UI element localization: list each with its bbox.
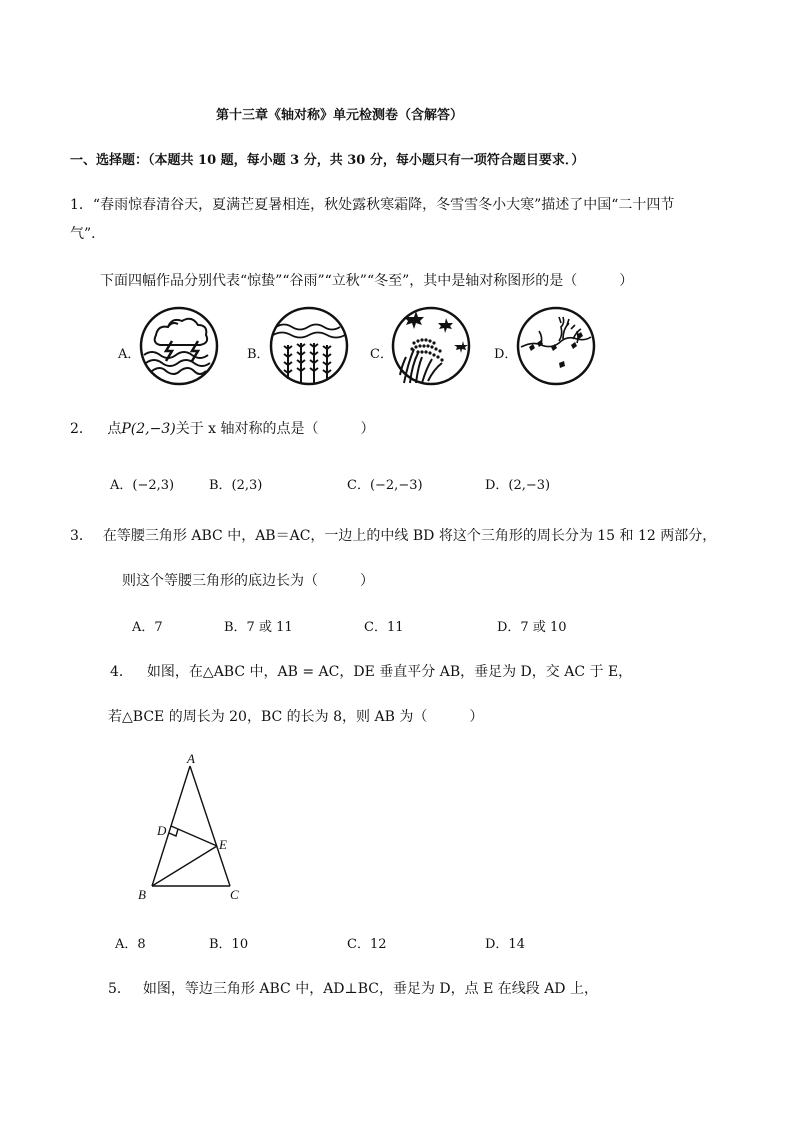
q2-suffix: 关于 x 轴对称的点是（ ） — [175, 421, 375, 437]
q1-option-d-image — [515, 305, 597, 387]
q4-line1 — [110, 661, 632, 681]
q1-line1 — [70, 194, 674, 214]
q2-point: P(2,−3) — [121, 421, 176, 437]
q5-number: 5． — [108, 981, 131, 997]
label-e: E — [219, 837, 227, 852]
q3-option-d: D．7 或 10 — [497, 620, 567, 635]
q3-option-b: B．7 或 11 — [224, 620, 293, 635]
q1-option-a-label: A． — [118, 347, 141, 362]
q3-line2: 则这个等腰三角形的底边长为（ ） — [122, 573, 374, 589]
q2-option-a: A．(−2,3) — [110, 478, 175, 493]
q1-option-c-image — [390, 305, 472, 387]
q1-option-c-label: C． — [370, 347, 393, 362]
q4-option-c: C．12 — [347, 937, 387, 952]
q1-option-b-label: B． — [247, 347, 270, 362]
q1-option-b-image — [268, 305, 350, 387]
q4-option-d: D．14 — [485, 937, 525, 952]
q1-option-a-image — [138, 305, 220, 387]
label-b: B — [138, 887, 146, 902]
q4-line2: 若△BCE 的周长为 20，BC 的长为 8，则 AB 为（ ） — [108, 709, 484, 725]
segment-ac — [190, 766, 230, 886]
q3-line1 — [70, 525, 716, 545]
label-d: D — [157, 823, 167, 838]
q1-text1: “春雨惊春清谷天，夏满芒夏暑相连，秋处露秋寒霜降，冬雪雪冬小大寒”描述了中国“二十四节 — [92, 197, 675, 213]
q4-text1: 如图，在△ABC 中，AB = AC，DE 垂直平分 AB，垂足为 D，交 AC 于 E， — [146, 664, 633, 680]
q4-triangle-figure — [130, 750, 260, 910]
q4-option-b: B．10 — [209, 937, 249, 952]
q2-option-c: C．(−2,−3) — [347, 478, 423, 493]
q4-option-a: A．8 — [115, 937, 146, 952]
label-a: A — [187, 751, 195, 766]
page-title: 第十三章《轴对称》单元检测卷（含解答） — [216, 108, 464, 123]
q1-line3: 下面四幅作品分别代表“惊蛰”“谷雨”“立秋”“冬至”，其中是轴对称图形的是（ ） — [100, 273, 634, 289]
q2-stem — [70, 418, 375, 438]
q1-option-d-label: D． — [494, 347, 518, 362]
q3-option-a: A．7 — [132, 620, 163, 635]
q3-number: 3． — [70, 528, 93, 544]
q1-number: 1． — [70, 197, 93, 213]
q5-text1: 如图，等边三角形 ABC 中，AD⊥BC，垂足为 D，点 E 在线段 AD 上， — [142, 981, 598, 997]
segment-be — [152, 846, 217, 886]
label-c: C — [230, 887, 239, 902]
q2-option-d: D．(2,−3) — [485, 478, 551, 493]
q2-prefix: 点 — [107, 421, 122, 437]
q1-line2: 气”． — [70, 226, 106, 242]
q3-text1: 在等腰三角形 ABC 中，AB＝AC，一边上的中线 BD 将这个三角形的周长分为 15 和 12 两部分， — [102, 528, 717, 544]
q5-line1 — [108, 978, 598, 998]
q2-option-b: B．(2,3) — [209, 478, 263, 493]
q3-option-c: C．11 — [364, 620, 404, 635]
section-heading: 一、选择题：（本题共 10 题，每小题 3 分，共 30 分，每小题只有一项符合题目要求．） — [70, 153, 585, 168]
q4-number: 4． — [110, 664, 133, 680]
q2-number: 2． — [70, 421, 93, 437]
